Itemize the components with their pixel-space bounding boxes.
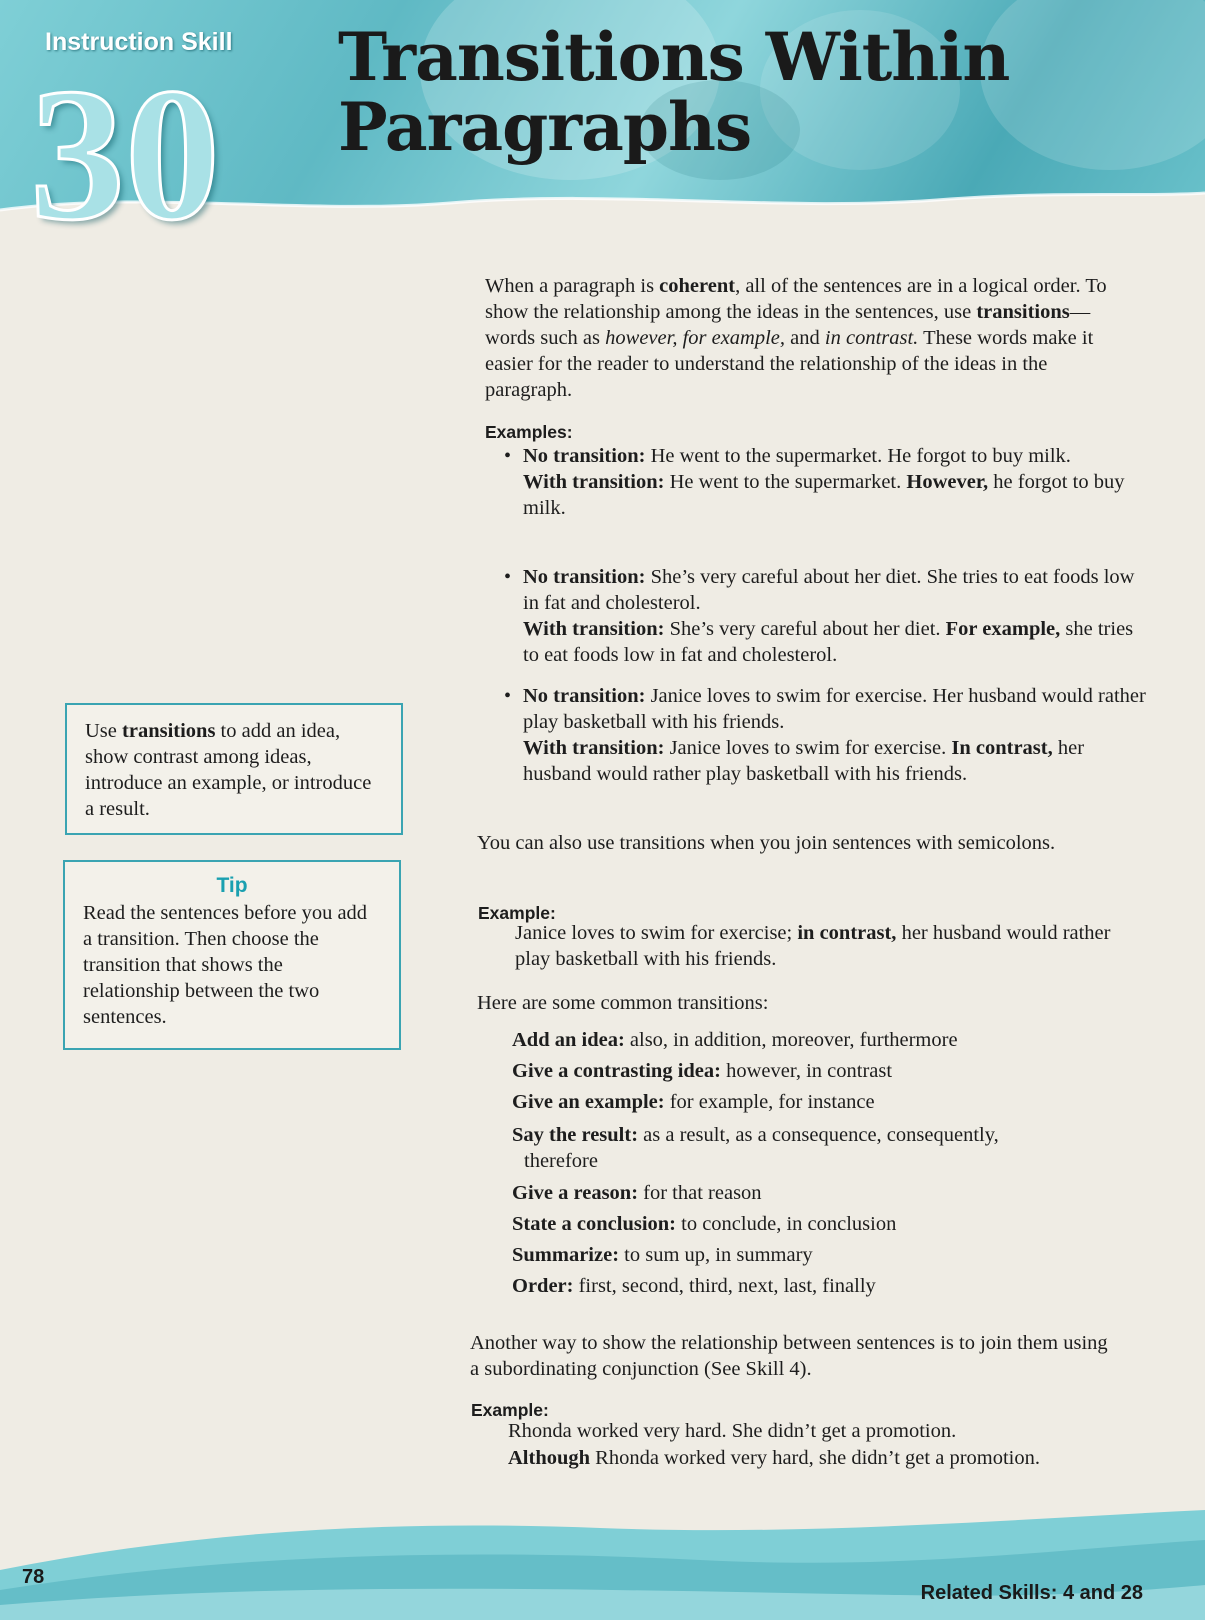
list-item: Give a reason: for that reason <box>512 1182 762 1204</box>
bullet-icon: • <box>504 685 512 707</box>
bullet-icon: • <box>504 445 512 467</box>
intro-paragraph: When a paragraph is coherent, all of the sentences are in a logical order. To show the relationship among the ideas in the sentences, use transitions—words such as however, for example, and in contrast. These words make it easier for the reader to understand the relationship of the ideas in the paragraph. <box>485 275 1107 401</box>
example-item <box>504 443 1153 521</box>
skill-label: Instruction Skill <box>45 28 233 56</box>
list-item: Add an idea: also, in addition, moreover, furthermore <box>512 1029 958 1051</box>
subordinating-example <box>508 1418 1148 1472</box>
tip-box <box>63 860 401 1050</box>
example-item <box>504 683 1153 787</box>
list-item: Summarize: to sum up, in summary <box>512 1244 813 1266</box>
with-transition-line: With transition: She’s very careful about her diet. For example, she tries to eat foods low in fat and cholesterol. <box>523 618 1134 666</box>
example-line-2: Although Rhonda worked very hard, she didn’t get a promotion. <box>508 1447 1040 1469</box>
title-line-1: Transitions Within <box>338 18 1010 96</box>
title-line-2: Paragraphs <box>338 88 752 166</box>
no-transition-line: No transition: He went to the supermarket. He forgot to buy milk. <box>523 445 1071 467</box>
semicolon-paragraph: You can also use transitions when you join sentences with semicolons. <box>477 832 1056 854</box>
page-number: 78 <box>22 1566 45 1588</box>
list-item: Give an example: for example, for instance <box>512 1091 875 1113</box>
transitions-note-box: Use transitions to add an idea, show contrast among ideas, introduce an example, or introduce a result. <box>65 703 403 835</box>
transitions-list <box>512 1025 1122 1302</box>
example-item <box>504 564 1153 668</box>
with-transition-line: With transition: He went to the supermarket. However, he forgot to buy milk. <box>523 471 1125 519</box>
list-item: State a conclusion: to conclude, in conclusion <box>512 1213 897 1235</box>
no-transition-line: No transition: Janice loves to swim for exercise. Her husband would rather play basketball with his friends. <box>523 685 1146 733</box>
tip-text: Read the sentences before you add a transition. Then choose the transition that shows the relationship between the two sentences. <box>83 902 368 1028</box>
semicolon-example: Janice loves to swim for exercise; in contrast, her husband would rather play basketball with his friends. <box>515 922 1111 970</box>
examples-label: Examples: <box>485 422 573 442</box>
page-title <box>338 18 1010 166</box>
list-item: Order: first, second, third, next, last, finally <box>512 1275 876 1297</box>
bullet-icon: • <box>504 566 512 588</box>
example-label: Example: <box>471 1400 549 1420</box>
list-item: Say the result: as a result, as a consequence, consequently, therefore <box>512 1124 999 1172</box>
example-line-1: Rhonda worked very hard. She didn’t get a promotion. <box>508 1420 957 1442</box>
subordinating-paragraph: Another way to show the relationship between sentences is to join them using a subordinating conjunction (See Skill 4). <box>470 1332 1108 1380</box>
no-transition-line: No transition: She’s very careful about her diet. She tries to eat foods low in fat and cholesterol. <box>523 566 1135 614</box>
skill-number: 30 <box>30 50 220 260</box>
with-transition-line: With transition: Janice loves to swim for exercise. In contrast, her husband would rather play basketball with his friends. <box>523 737 1085 785</box>
common-transitions-intro: Here are some common transitions: <box>477 992 769 1014</box>
example-label: Example: <box>478 903 556 923</box>
related-skills: Related Skills: 4 and 28 <box>920 1582 1143 1604</box>
tip-title: Tip <box>216 874 248 897</box>
list-item: Give a contrasting idea: however, in contrast <box>512 1060 893 1082</box>
